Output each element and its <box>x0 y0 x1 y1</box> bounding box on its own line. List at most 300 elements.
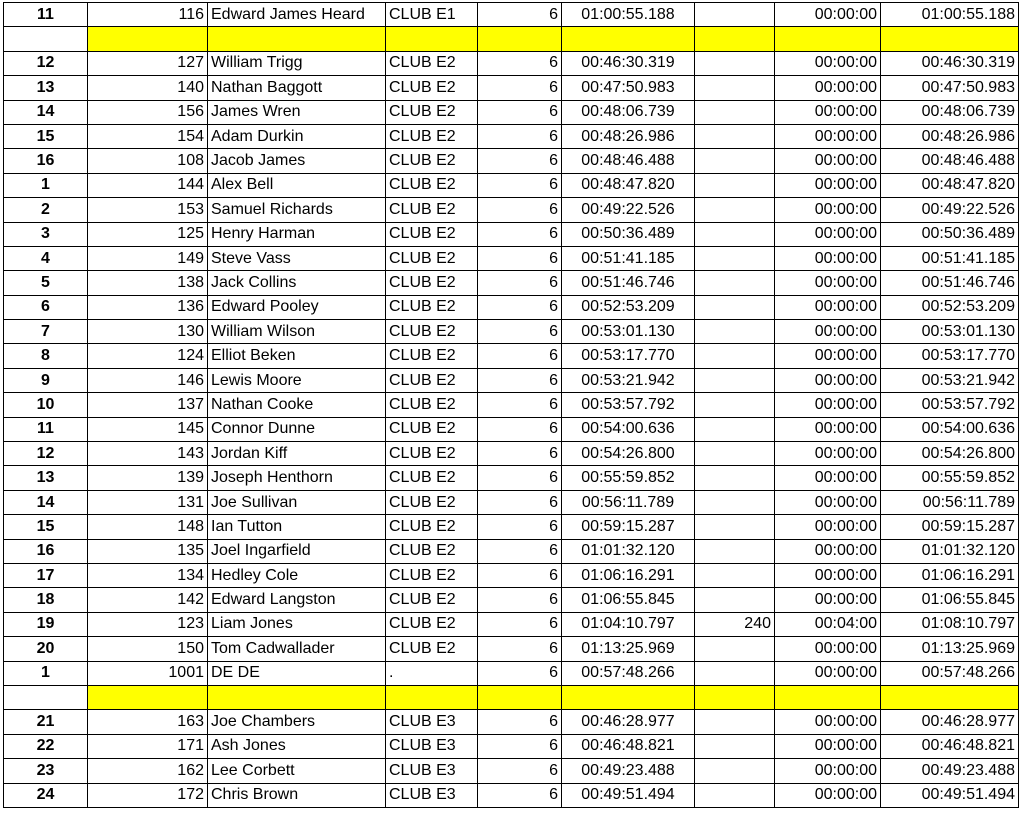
club-cell: CLUB E3 <box>386 783 478 807</box>
club-cell: CLUB E2 <box>386 271 478 295</box>
table-row <box>4 490 1019 514</box>
position-cell: 12 <box>4 442 88 466</box>
position-cell: 11 <box>4 417 88 441</box>
penalty-time-cell: 00:00:00 <box>775 344 881 368</box>
penalty-time-cell: 00:00:00 <box>775 3 881 27</box>
penalty-seconds-cell <box>695 466 775 490</box>
penalty-time-cell: 00:00:00 <box>775 76 881 100</box>
position-cell: 23 <box>4 759 88 783</box>
rider-name-cell: Jordan Kiff <box>208 442 386 466</box>
club-cell: CLUB E2 <box>386 637 478 661</box>
position-cell: 5 <box>4 271 88 295</box>
club-cell: CLUB E2 <box>386 442 478 466</box>
penalty-time-cell: 00:00:00 <box>775 490 881 514</box>
race-time-cell: 00:48:47.820 <box>562 173 695 197</box>
rider-name-cell: Steve Vass <box>208 246 386 270</box>
separator-cell <box>88 685 208 709</box>
penalty-time-cell: 00:00:00 <box>775 368 881 392</box>
separator-cell <box>4 27 88 51</box>
separator-cell <box>775 685 881 709</box>
club-cell: CLUB E2 <box>386 490 478 514</box>
rider-name-cell: Ian Tutton <box>208 515 386 539</box>
race-number-cell: 144 <box>88 173 208 197</box>
race-time-cell: 00:54:00.636 <box>562 417 695 441</box>
rider-name-cell: Henry Harman <box>208 222 386 246</box>
table-row <box>4 637 1019 661</box>
rider-name-cell: Joel Ingarfield <box>208 539 386 563</box>
penalty-seconds-cell <box>695 344 775 368</box>
position-cell: 16 <box>4 539 88 563</box>
penalty-seconds-cell <box>695 295 775 319</box>
position-cell: 9 <box>4 368 88 392</box>
penalty-time-cell: 00:00:00 <box>775 588 881 612</box>
penalty-seconds-cell <box>695 490 775 514</box>
table-row <box>4 612 1019 636</box>
total-time-cell: 00:51:41.185 <box>881 246 1019 270</box>
club-cell: CLUB E2 <box>386 563 478 587</box>
race-time-cell: 00:50:36.489 <box>562 222 695 246</box>
race-time-cell: 00:46:28.977 <box>562 710 695 734</box>
penalty-seconds-cell <box>695 124 775 148</box>
race-number-cell: 123 <box>88 612 208 636</box>
race-number-cell: 148 <box>88 515 208 539</box>
total-time-cell: 00:49:22.526 <box>881 198 1019 222</box>
penalty-time-cell: 00:00:00 <box>775 222 881 246</box>
rider-name-cell: William Trigg <box>208 51 386 75</box>
rider-name-cell: Connor Dunne <box>208 417 386 441</box>
club-cell: CLUB E2 <box>386 539 478 563</box>
penalty-seconds-cell <box>695 149 775 173</box>
penalty-seconds-cell <box>695 100 775 124</box>
race-time-cell: 00:54:26.800 <box>562 442 695 466</box>
total-time-cell: 00:53:17.770 <box>881 344 1019 368</box>
club-cell: CLUB E3 <box>386 710 478 734</box>
race-number-cell: 156 <box>88 100 208 124</box>
total-time-cell: 01:01:32.120 <box>881 539 1019 563</box>
laps-cell: 6 <box>478 637 562 661</box>
rider-name-cell: Jacob James <box>208 149 386 173</box>
race-number-cell: 149 <box>88 246 208 270</box>
table-row <box>4 661 1019 685</box>
separator-cell <box>208 685 386 709</box>
position-cell: 4 <box>4 246 88 270</box>
penalty-seconds-cell <box>695 173 775 197</box>
club-cell: CLUB E2 <box>386 417 478 441</box>
penalty-time-cell: 00:00:00 <box>775 320 881 344</box>
race-number-cell: 163 <box>88 710 208 734</box>
race-number-cell: 137 <box>88 393 208 417</box>
total-time-cell: 00:53:01.130 <box>881 320 1019 344</box>
table-row <box>4 124 1019 148</box>
total-time-cell: 01:13:25.969 <box>881 637 1019 661</box>
table-row <box>4 149 1019 173</box>
total-time-cell: 00:57:48.266 <box>881 661 1019 685</box>
race-number-cell: 130 <box>88 320 208 344</box>
race-number-cell: 172 <box>88 783 208 807</box>
penalty-seconds-cell <box>695 442 775 466</box>
race-time-cell: 00:53:21.942 <box>562 368 695 392</box>
race-time-cell: 00:46:48.821 <box>562 734 695 758</box>
penalty-time-cell: 00:00:00 <box>775 539 881 563</box>
table-row <box>4 198 1019 222</box>
penalty-seconds-cell <box>695 271 775 295</box>
laps-cell: 6 <box>478 344 562 368</box>
total-time-cell: 01:08:10.797 <box>881 612 1019 636</box>
position-cell: 13 <box>4 76 88 100</box>
laps-cell: 6 <box>478 515 562 539</box>
race-time-cell: 00:47:50.983 <box>562 76 695 100</box>
penalty-time-cell: 00:04:00 <box>775 612 881 636</box>
race-number-cell: 134 <box>88 563 208 587</box>
penalty-seconds-cell <box>695 539 775 563</box>
position-cell: 11 <box>4 3 88 27</box>
club-cell: CLUB E3 <box>386 759 478 783</box>
race-number-cell: 138 <box>88 271 208 295</box>
penalty-time-cell: 00:00:00 <box>775 661 881 685</box>
penalty-seconds-cell <box>695 734 775 758</box>
penalty-time-cell: 00:00:00 <box>775 563 881 587</box>
laps-cell: 6 <box>478 51 562 75</box>
club-cell: CLUB E2 <box>386 173 478 197</box>
separator-cell <box>695 685 775 709</box>
total-time-cell: 00:54:26.800 <box>881 442 1019 466</box>
penalty-seconds-cell <box>695 393 775 417</box>
position-cell: 16 <box>4 149 88 173</box>
club-cell: CLUB E2 <box>386 466 478 490</box>
club-cell: CLUB E2 <box>386 320 478 344</box>
race-number-cell: 145 <box>88 417 208 441</box>
penalty-time-cell: 00:00:00 <box>775 734 881 758</box>
total-time-cell: 01:00:55.188 <box>881 3 1019 27</box>
table-row <box>4 320 1019 344</box>
race-number-cell: 139 <box>88 466 208 490</box>
total-time-cell: 00:48:46.488 <box>881 149 1019 173</box>
total-time-cell: 00:46:30.319 <box>881 51 1019 75</box>
position-cell: 12 <box>4 51 88 75</box>
laps-cell: 6 <box>478 3 562 27</box>
table-row <box>4 368 1019 392</box>
race-time-cell: 00:49:51.494 <box>562 783 695 807</box>
table-row <box>4 515 1019 539</box>
total-time-cell: 00:48:06.739 <box>881 100 1019 124</box>
penalty-seconds-cell <box>695 783 775 807</box>
penalty-seconds-cell <box>695 320 775 344</box>
club-cell: CLUB E2 <box>386 149 478 173</box>
rider-name-cell: Adam Durkin <box>208 124 386 148</box>
race-number-cell: 124 <box>88 344 208 368</box>
separator-cell <box>562 685 695 709</box>
total-time-cell: 00:49:51.494 <box>881 783 1019 807</box>
club-cell: CLUB E2 <box>386 124 478 148</box>
laps-cell: 6 <box>478 271 562 295</box>
rider-name-cell: Ash Jones <box>208 734 386 758</box>
total-time-cell: 00:53:57.792 <box>881 393 1019 417</box>
penalty-seconds-cell <box>695 417 775 441</box>
table-row <box>4 100 1019 124</box>
rider-name-cell: Nathan Cooke <box>208 393 386 417</box>
penalty-time-cell: 00:00:00 <box>775 710 881 734</box>
penalty-time-cell: 00:00:00 <box>775 417 881 441</box>
race-number-cell: 125 <box>88 222 208 246</box>
laps-cell: 6 <box>478 734 562 758</box>
rider-name-cell: Tom Cadwallader <box>208 637 386 661</box>
total-time-cell: 00:52:53.209 <box>881 295 1019 319</box>
position-cell: 13 <box>4 466 88 490</box>
table-row <box>4 76 1019 100</box>
laps-cell: 6 <box>478 76 562 100</box>
table-row <box>4 759 1019 783</box>
laps-cell: 6 <box>478 246 562 270</box>
club-cell: CLUB E3 <box>386 734 478 758</box>
table-row <box>4 344 1019 368</box>
table-row <box>4 271 1019 295</box>
penalty-time-cell: 00:00:00 <box>775 393 881 417</box>
race-time-cell: 01:00:55.188 <box>562 3 695 27</box>
penalty-time-cell: 00:00:00 <box>775 149 881 173</box>
race-number-cell: 136 <box>88 295 208 319</box>
rider-name-cell: Edward Pooley <box>208 295 386 319</box>
race-time-cell: 00:56:11.789 <box>562 490 695 514</box>
rider-name-cell: Joe Sullivan <box>208 490 386 514</box>
total-time-cell: 01:06:16.291 <box>881 563 1019 587</box>
laps-cell: 6 <box>478 588 562 612</box>
penalty-seconds-cell <box>695 76 775 100</box>
race-number-cell: 127 <box>88 51 208 75</box>
penalty-seconds-cell <box>695 3 775 27</box>
table-row <box>4 539 1019 563</box>
club-cell: CLUB E2 <box>386 515 478 539</box>
separator-cell <box>775 27 881 51</box>
race-time-cell: 00:53:57.792 <box>562 393 695 417</box>
laps-cell: 6 <box>478 124 562 148</box>
laps-cell: 6 <box>478 295 562 319</box>
rider-name-cell: DE DE <box>208 661 386 685</box>
position-cell: 6 <box>4 295 88 319</box>
position-cell: 24 <box>4 783 88 807</box>
rider-name-cell: Samuel Richards <box>208 198 386 222</box>
rider-name-cell: Elliot Beken <box>208 344 386 368</box>
penalty-time-cell: 00:00:00 <box>775 759 881 783</box>
race-number-cell: 146 <box>88 368 208 392</box>
table-row <box>4 734 1019 758</box>
laps-cell: 6 <box>478 442 562 466</box>
table-row <box>4 710 1019 734</box>
rider-name-cell: Lee Corbett <box>208 759 386 783</box>
penalty-time-cell: 00:00:00 <box>775 295 881 319</box>
rider-name-cell: Joseph Henthorn <box>208 466 386 490</box>
position-cell: 14 <box>4 100 88 124</box>
position-cell: 15 <box>4 124 88 148</box>
race-number-cell: 150 <box>88 637 208 661</box>
laps-cell: 6 <box>478 417 562 441</box>
penalty-time-cell: 00:00:00 <box>775 198 881 222</box>
club-cell: CLUB E2 <box>386 246 478 270</box>
rider-name-cell: William Wilson <box>208 320 386 344</box>
race-time-cell: 01:04:10.797 <box>562 612 695 636</box>
separator-cell <box>478 27 562 51</box>
penalty-time-cell: 00:00:00 <box>775 637 881 661</box>
separator-cell <box>881 685 1019 709</box>
club-cell: CLUB E2 <box>386 76 478 100</box>
position-cell: 15 <box>4 515 88 539</box>
race-time-cell: 00:55:59.852 <box>562 466 695 490</box>
race-number-cell: 135 <box>88 539 208 563</box>
race-number-cell: 142 <box>88 588 208 612</box>
position-cell: 22 <box>4 734 88 758</box>
position-cell: 2 <box>4 198 88 222</box>
penalty-time-cell: 00:00:00 <box>775 783 881 807</box>
table-row <box>4 783 1019 807</box>
race-time-cell: 00:48:26.986 <box>562 124 695 148</box>
rider-name-cell: Liam Jones <box>208 612 386 636</box>
race-time-cell: 01:13:25.969 <box>562 637 695 661</box>
race-time-cell: 00:52:53.209 <box>562 295 695 319</box>
laps-cell: 6 <box>478 612 562 636</box>
separator-cell <box>208 27 386 51</box>
separator-cell <box>386 27 478 51</box>
laps-cell: 6 <box>478 368 562 392</box>
penalty-seconds-cell <box>695 368 775 392</box>
race-time-cell: 00:53:01.130 <box>562 320 695 344</box>
penalty-time-cell: 00:00:00 <box>775 246 881 270</box>
table-row <box>4 173 1019 197</box>
table-row <box>4 51 1019 75</box>
position-cell: 3 <box>4 222 88 246</box>
penalty-seconds-cell <box>695 563 775 587</box>
race-time-cell: 00:51:46.746 <box>562 271 695 295</box>
rider-name-cell: Lewis Moore <box>208 368 386 392</box>
laps-cell: 6 <box>478 539 562 563</box>
club-cell: CLUB E2 <box>386 198 478 222</box>
race-number-cell: 140 <box>88 76 208 100</box>
table-row <box>4 222 1019 246</box>
penalty-seconds-cell <box>695 515 775 539</box>
category-separator-row <box>4 685 1019 709</box>
race-time-cell: 00:59:15.287 <box>562 515 695 539</box>
total-time-cell: 01:06:55.845 <box>881 588 1019 612</box>
penalty-time-cell: 00:00:00 <box>775 466 881 490</box>
laps-cell: 6 <box>478 320 562 344</box>
race-time-cell: 00:49:23.488 <box>562 759 695 783</box>
race-number-cell: 153 <box>88 198 208 222</box>
position-cell: 20 <box>4 637 88 661</box>
laps-cell: 6 <box>478 100 562 124</box>
separator-cell <box>386 685 478 709</box>
total-time-cell: 00:59:15.287 <box>881 515 1019 539</box>
penalty-time-cell: 00:00:00 <box>775 124 881 148</box>
laps-cell: 6 <box>478 563 562 587</box>
total-time-cell: 00:46:28.977 <box>881 710 1019 734</box>
laps-cell: 6 <box>478 222 562 246</box>
rider-name-cell: Hedley Cole <box>208 563 386 587</box>
separator-cell <box>695 27 775 51</box>
laps-cell: 6 <box>478 173 562 197</box>
race-time-cell: 01:06:16.291 <box>562 563 695 587</box>
rider-name-cell: Joe Chambers <box>208 710 386 734</box>
table-row <box>4 563 1019 587</box>
laps-cell: 6 <box>478 759 562 783</box>
race-number-cell: 162 <box>88 759 208 783</box>
rider-name-cell: Jack Collins <box>208 271 386 295</box>
race-time-cell: 01:06:55.845 <box>562 588 695 612</box>
position-cell: 18 <box>4 588 88 612</box>
rider-name-cell: Nathan Baggott <box>208 76 386 100</box>
penalty-seconds-cell <box>695 637 775 661</box>
club-cell: CLUB E2 <box>386 612 478 636</box>
total-time-cell: 00:55:59.852 <box>881 466 1019 490</box>
separator-cell <box>478 685 562 709</box>
race-time-cell: 00:48:46.488 <box>562 149 695 173</box>
race-number-cell: 171 <box>88 734 208 758</box>
rider-name-cell: Alex Bell <box>208 173 386 197</box>
position-cell: 19 <box>4 612 88 636</box>
club-cell: CLUB E1 <box>386 3 478 27</box>
total-time-cell: 00:48:26.986 <box>881 124 1019 148</box>
club-cell: CLUB E2 <box>386 588 478 612</box>
total-time-cell: 00:50:36.489 <box>881 222 1019 246</box>
separator-cell <box>4 685 88 709</box>
penalty-seconds-cell <box>695 710 775 734</box>
position-cell: 1 <box>4 173 88 197</box>
position-cell: 8 <box>4 344 88 368</box>
total-time-cell: 00:47:50.983 <box>881 76 1019 100</box>
race-time-cell: 00:53:17.770 <box>562 344 695 368</box>
total-time-cell: 00:51:46.746 <box>881 271 1019 295</box>
penalty-seconds-cell <box>695 51 775 75</box>
penalty-time-cell: 00:00:00 <box>775 271 881 295</box>
race-number-cell: 1001 <box>88 661 208 685</box>
penalty-time-cell: 00:00:00 <box>775 515 881 539</box>
table-row <box>4 588 1019 612</box>
total-time-cell: 00:49:23.488 <box>881 759 1019 783</box>
race-time-cell: 00:51:41.185 <box>562 246 695 270</box>
penalty-seconds-cell <box>695 222 775 246</box>
race-time-cell: 01:01:32.120 <box>562 539 695 563</box>
penalty-time-cell: 00:00:00 <box>775 51 881 75</box>
laps-cell: 6 <box>478 710 562 734</box>
table-row <box>4 393 1019 417</box>
club-cell: CLUB E2 <box>386 368 478 392</box>
laps-cell: 6 <box>478 149 562 173</box>
rider-name-cell: Edward James Heard <box>208 3 386 27</box>
results-table <box>3 2 1019 808</box>
position-cell: 7 <box>4 320 88 344</box>
race-number-cell: 154 <box>88 124 208 148</box>
laps-cell: 6 <box>478 466 562 490</box>
penalty-seconds-cell: 240 <box>695 612 775 636</box>
laps-cell: 6 <box>478 490 562 514</box>
separator-cell <box>881 27 1019 51</box>
position-cell: 17 <box>4 563 88 587</box>
penalty-time-cell: 00:00:00 <box>775 442 881 466</box>
table-row <box>4 442 1019 466</box>
position-cell: 1 <box>4 661 88 685</box>
table-row <box>4 246 1019 270</box>
rider-name-cell: Chris Brown <box>208 783 386 807</box>
race-time-cell: 00:49:22.526 <box>562 198 695 222</box>
table-row <box>4 295 1019 319</box>
rider-name-cell: James Wren <box>208 100 386 124</box>
total-time-cell: 00:53:21.942 <box>881 368 1019 392</box>
race-time-cell: 00:46:30.319 <box>562 51 695 75</box>
table-row <box>4 417 1019 441</box>
club-cell: CLUB E2 <box>386 222 478 246</box>
club-cell: CLUB E2 <box>386 51 478 75</box>
laps-cell: 6 <box>478 661 562 685</box>
club-cell: CLUB E2 <box>386 295 478 319</box>
total-time-cell: 00:54:00.636 <box>881 417 1019 441</box>
penalty-seconds-cell <box>695 246 775 270</box>
